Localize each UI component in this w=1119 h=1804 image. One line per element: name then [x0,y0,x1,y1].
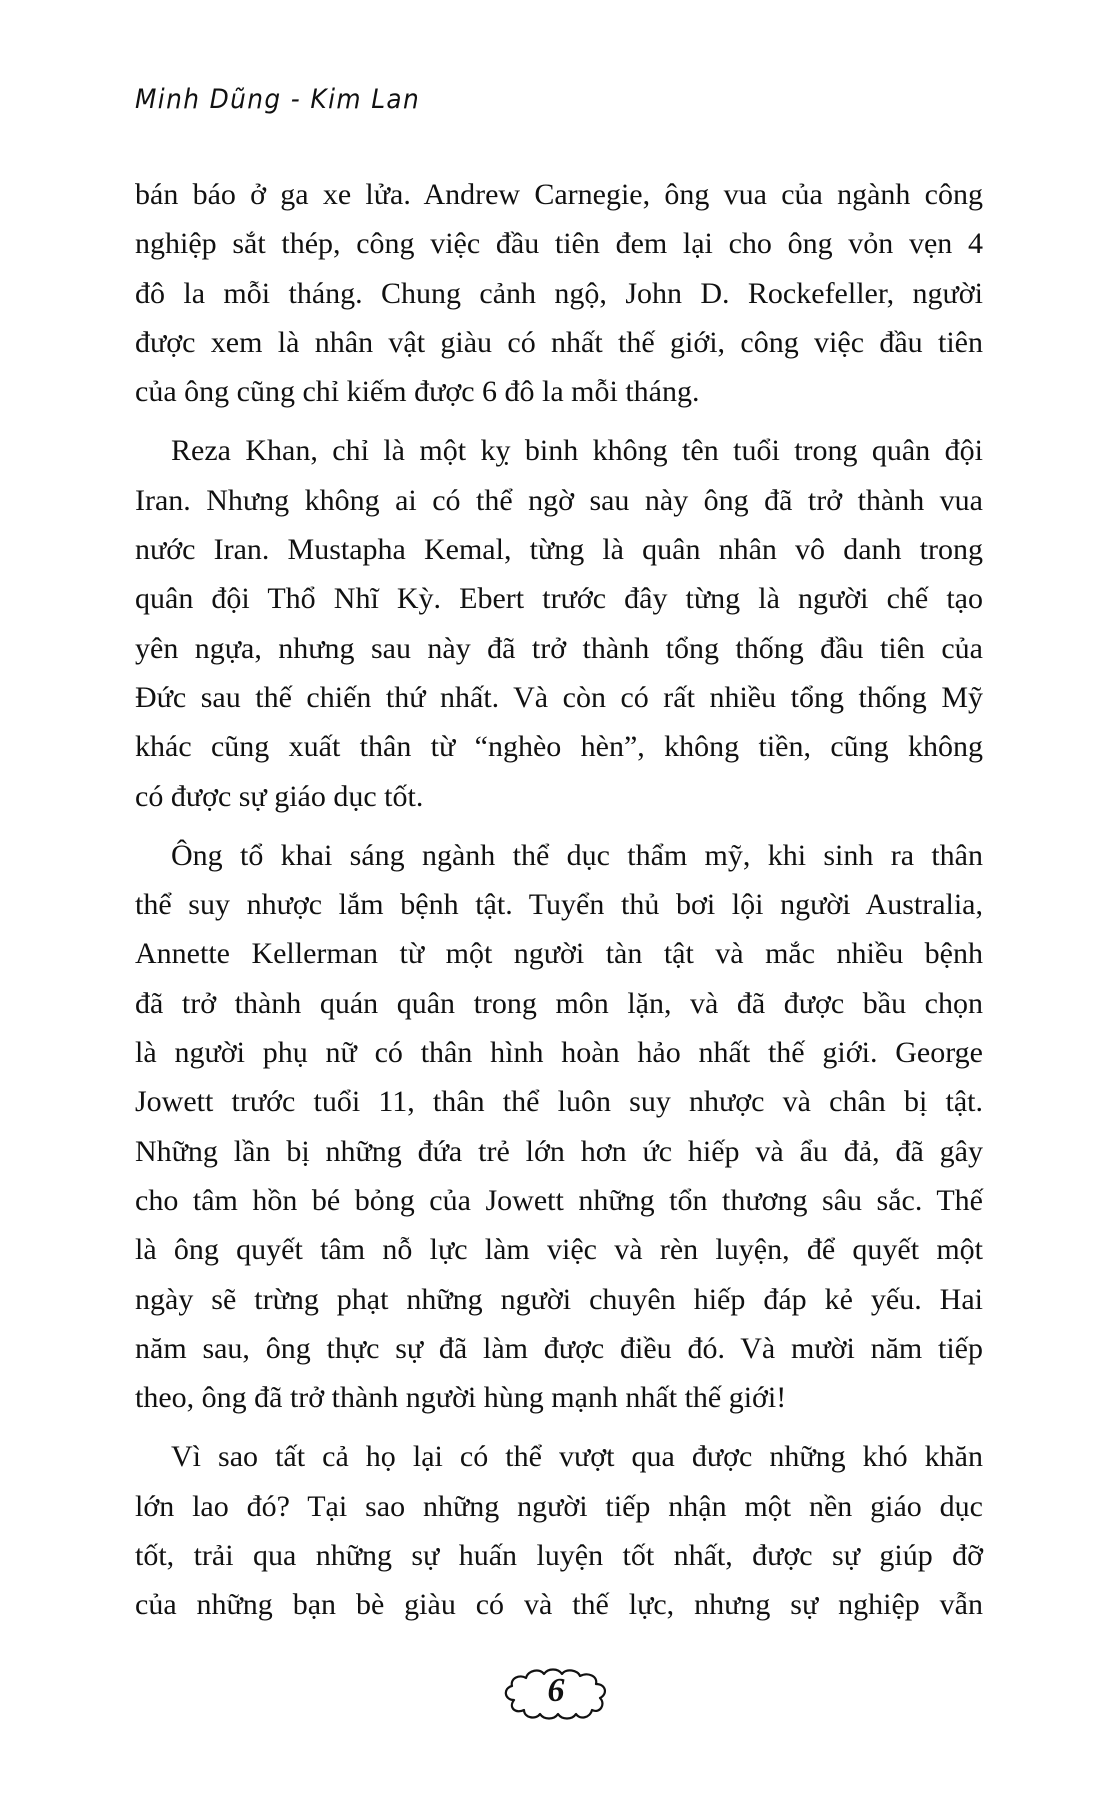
text-line: của ông cũng chỉ kiếm được 6 đô la mỗi tháng. [135,375,700,409]
text-line: quân đội Thổ Nhĩ Kỳ. Ebert trước đây từng là người chế tạo [135,582,983,616]
text-line: là ông quyết tâm nỗ lực làm việc và rèn luyện, để quyết một [135,1233,983,1267]
text-line: lớn lao đó? Tại sao những người tiếp nhận một nền giáo dục [135,1489,983,1523]
running-header-authors: Minh Dũng - Kim Lan [135,84,421,115]
text-line: khác cũng xuất thân từ “nghèo hèn”, không tiền, cũng không [135,730,983,764]
body-text [135,170,983,1640]
paragraph-4 [135,1432,983,1629]
text-line: Vì sao tất cả họ lại có thể vượt qua được những khó khăn [171,1440,983,1474]
text-line: tốt, trải qua những sự huấn luyện tốt nhất, được sự giúp đỡ [135,1539,983,1573]
text-line: bán báo ở ga xe lửa. Andrew Carnegie, ông vua của ngành công [135,178,983,211]
paragraph-3 [135,831,983,1423]
text-line: được xem là nhân vật giàu có nhất thế giới, công việc đầu tiên [135,325,983,359]
text-line: Annette Kellerman từ một người tàn tật và mắc nhiều bệnh [135,937,983,971]
text-line: Iran. Nhưng không ai có thể ngờ sau này ông đã trở thành vua [135,483,983,517]
paragraph-2 [135,426,983,820]
text-line: năm sau, ông thực sự đã làm được điều đó. Và mười năm tiếp [135,1331,983,1365]
text-line: Ông tổ khai sáng ngành thể dục thẩm mỹ, khi sinh ra thân [171,838,983,872]
text-line: đô la mỗi tháng. Chung cảnh ngộ, John D. Rockefeller, người [135,276,983,310]
text-line: Reza Khan, chỉ là một kỵ binh không tên tuổi trong quân đội [171,434,983,468]
text-line: yên ngựa, nhưng sau này đã trở thành tổng thống đầu tiên của [135,631,983,665]
text-line: thể suy nhược lắm bệnh tật. Tuyển thủ bơi lội người Australia, [135,888,983,922]
text-line: ngày sẽ trừng phạt những người chuyên hiếp đáp kẻ yếu. Hai [135,1282,983,1316]
page-number-badge [500,1664,612,1722]
page-number: 6 [547,1672,565,1709]
text-line: Những lần bị những đứa trẻ lớn hơn ức hiếp và ẩu đả, đã gây [135,1134,983,1168]
text-line: là người phụ nữ có thân hình hoàn hảo nhất thế giới. George [135,1036,983,1070]
text-line: theo, ông đã trở thành người hùng mạnh nhất thế giới! [135,1381,787,1415]
text-line: đã trở thành quán quân trong môn lặn, và đã được bầu chọn [135,986,983,1020]
text-line: Đức sau thế chiến thứ nhất. Và còn có rất nhiều tổng thống Mỹ [135,680,983,714]
text-line: cho tâm hồn bé bỏng của Jowett những tổn thương sâu sắc. Thế [135,1183,983,1217]
text-line: nước Iran. Mustapha Kemal, từng là quân nhân vô danh trong [135,533,983,567]
paragraph-1 [135,170,983,416]
text-line: của những bạn bè giàu có và thế lực, nhưng sự nghiệp vẫn [135,1588,983,1622]
text-line: nghiệp sắt thép, công việc đầu tiên đem lại cho ông vỏn vẹn 4 [135,227,983,261]
text-line: có được sự giáo dục tốt. [135,779,424,813]
text-line: Jowett trước tuổi 11, thân thể luôn suy nhược và chân bị tật. [135,1085,983,1119]
